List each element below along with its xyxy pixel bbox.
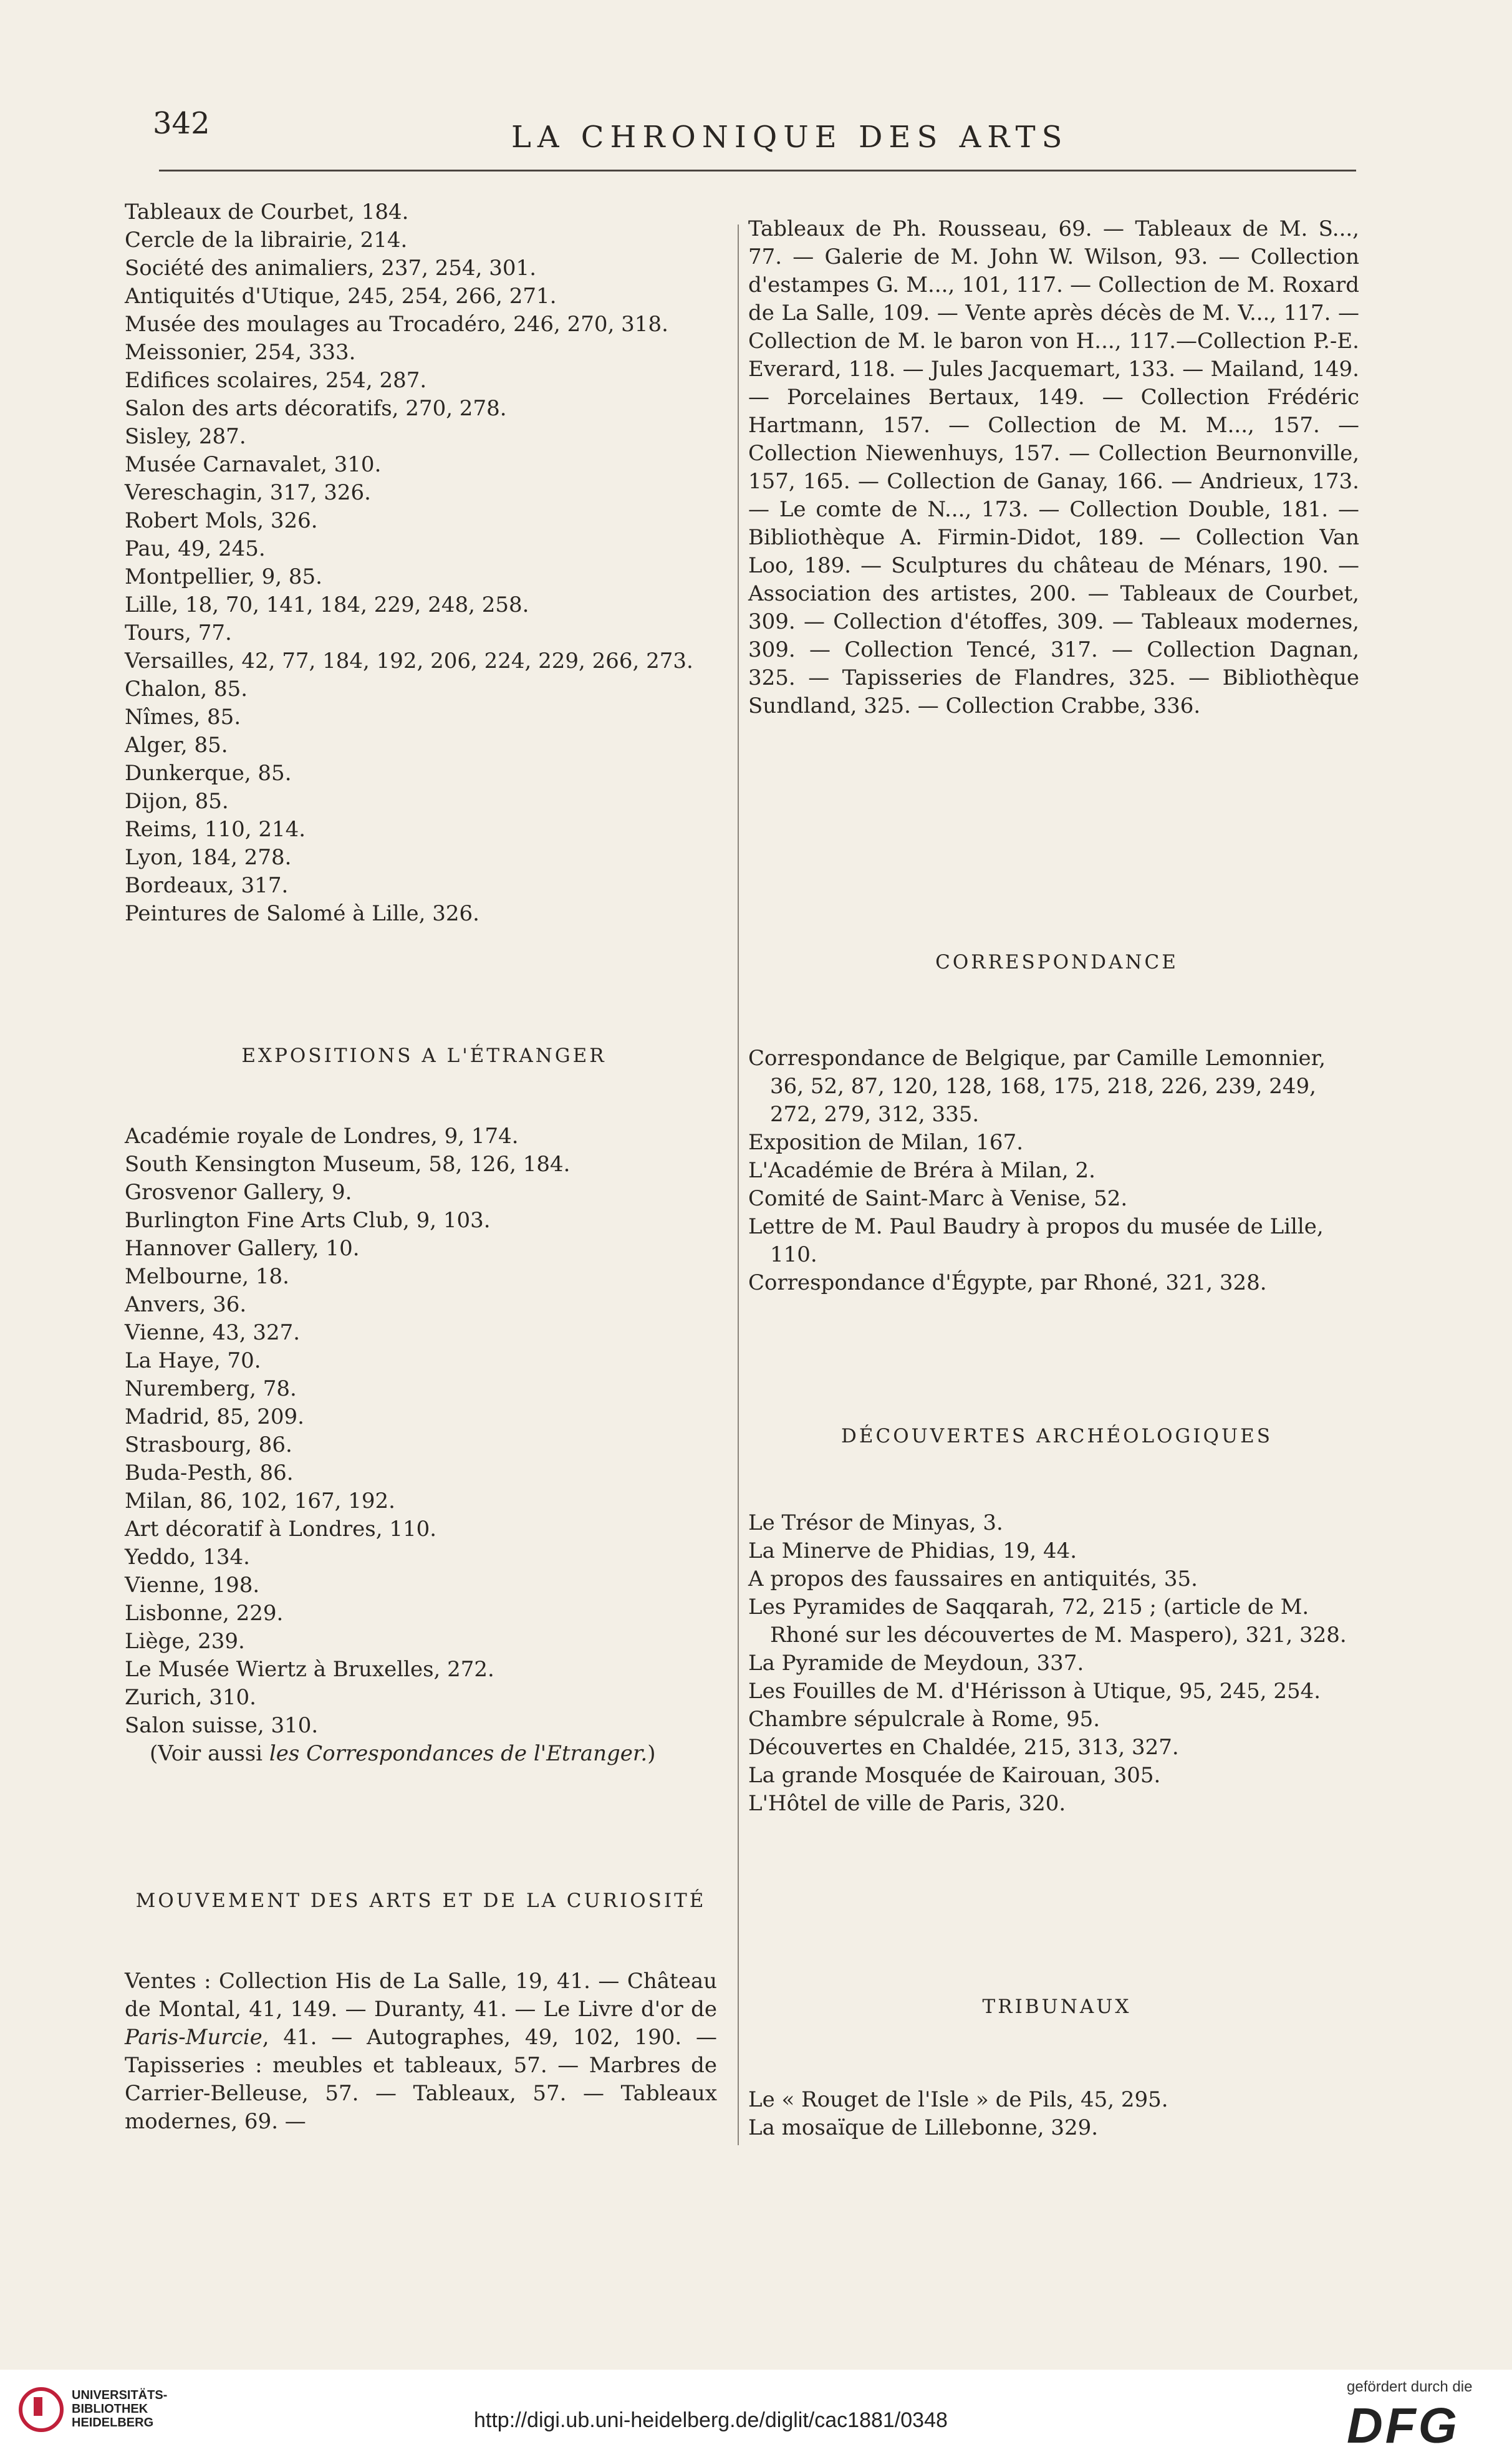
- expositions-list: [125, 1122, 723, 1768]
- index-entry: Nuremberg, 78.: [125, 1376, 297, 1401]
- index-entry: La Minerve de Phidias, 19, 44.: [748, 1538, 1077, 1563]
- left-top-list: [125, 198, 723, 928]
- correspondance-list: [748, 1045, 1365, 1297]
- mouvement-title: MOUVEMENT DES ARTS ET DE LA CURIOSITÉ: [135, 1890, 706, 1912]
- index-entry: Musée Carnavalet, 310.: [125, 452, 382, 477]
- index-entry: Académie royale de Londres, 9, 174.: [125, 1124, 519, 1149]
- index-entry: La Pyramide de Meydoun, 337.: [748, 1651, 1084, 1676]
- index-entry: Nîmes, 85.: [125, 705, 241, 730]
- expositions-title: EXPOSITIONS A L'ÉTRANGER: [241, 1045, 607, 1067]
- column-divider: [738, 224, 739, 2145]
- index-entry: Sisley, 287.: [125, 424, 246, 449]
- index-entry: Buda-Pesth, 86.: [125, 1460, 294, 1485]
- index-entry: Alger, 85.: [125, 733, 228, 758]
- ventes-continued-text: Tableaux de Ph. Rousseau, 69. — Tableaux de M. S..., 77. — Galerie de M. John W. Wilson, 93. — Collection d'estampes G. M..., 101, 117. — Collection de M. Roxard de La Salle, 109. — Vente après décès de M. V..., 117. — Collection de M. le baron von H..., 117.—Collection P.-E. Everard, 118. — Jules Jacquemart, 133. — Mailand, 149. — Porcelaines Bertaux, 149. — Collection Frédéric Hartmann, 157. — Collection de M. M..., 157. — Collection Niewenhuys, 157. — Collection Beurnonville, 157, 165. — Collection de Ganay, 166. — Andrieux, 173. — Le comte de N..., 173. — Collection Double, 181. — Bibliothèque A. Firmin-Didot, 189. — Collection Van Loo, 189. — Sculptures du château de Ménars, 190. — Association des artistes, 200. — Tableaux de Courbet, 309. — Collection d'étoffes, 309. — Tableaux modernes, 309. — Collection Tencé, 317. — Collection Dagnan, 325. — Tapisseries de Flandres, 325. — Bibliothèque Sundland, 325. — Collection Crabbe, 336.: [748, 216, 1359, 718]
- index-entry: Edifices scolaires, 254, 287.: [125, 368, 427, 393]
- index-entry: Bordeaux, 317.: [125, 873, 289, 898]
- index-entry: Tours, 77.: [125, 620, 232, 645]
- index-entry: Correspondance d'Égypte, par Rhoné, 321, 328.: [748, 1270, 1267, 1295]
- mouvement-text: Ventes : Collection His de La Salle, 19, 41. — Château de Montal, 41, 149. — Duranty, 41. — Le Livre d'or de Paris-Murcie, 41. — Autographes, 49, 102, 190. — Tapisseries : meubles et tableaux, 57. — Marbres de Carrier-Belleuse, 57. — Tableaux, 57. — Tableaux modernes, 69. —: [125, 1969, 717, 2134]
- index-entry: Le Trésor de Minyas, 3.: [748, 1510, 1003, 1535]
- index-entry: L'Hôtel de ville de Paris, 320.: [748, 1791, 1066, 1816]
- index-entry: La mosaïque de Lillebonne, 329.: [748, 2115, 1099, 2140]
- header-rule: [159, 170, 1356, 171]
- index-entry: Chambre sépulcrale à Rome, 95.: [748, 1707, 1100, 1732]
- index-entry: Lille, 18, 70, 141, 184, 229, 248, 258.: [125, 592, 529, 617]
- index-entry: La grande Mosquée de Kairouan, 305.: [748, 1763, 1161, 1788]
- index-entry: Burlington Fine Arts Club, 9, 103.: [125, 1208, 491, 1233]
- page-number: 342: [153, 106, 210, 141]
- index-entry: Lisbonne, 229.: [125, 1601, 284, 1626]
- index-entry: Dijon, 85.: [125, 789, 229, 814]
- index-entry: Comité de Saint-Marc à Venise, 52.: [748, 1186, 1128, 1211]
- decouvertes-list: [748, 1509, 1365, 1818]
- index-entry: La Haye, 70.: [125, 1348, 261, 1373]
- index-entry: Vereschagin, 317, 326.: [125, 480, 371, 505]
- decouvertes-title: DÉCOUVERTES ARCHÉOLOGIQUES: [841, 1425, 1273, 1447]
- index-entry: Zurich, 310.: [125, 1685, 256, 1710]
- index-entry: Les Pyramides de Saqqarah, 72, 215 ; (article de M. Rhoné sur les découvertes de M. Maspero), 321, 328.: [748, 1595, 1347, 1648]
- index-entry: Lettre de M. Paul Baudry à propos du musée de Lille, 110.: [748, 1214, 1324, 1267]
- index-entry: Vienne, 198.: [125, 1573, 260, 1598]
- index-entry: A propos des faussaires en antiquités, 35.: [748, 1566, 1198, 1591]
- index-entry: Hannover Gallery, 10.: [125, 1236, 360, 1261]
- index-entry: Liège, 239.: [125, 1629, 245, 1654]
- index-entry: L'Académie de Bréra à Milan, 2.: [748, 1158, 1095, 1183]
- index-entry: Salon des arts décoratifs, 270, 278.: [125, 396, 507, 421]
- index-entry: Lyon, 184, 278.: [125, 845, 292, 870]
- index-entry: Madrid, 85, 209.: [125, 1404, 304, 1429]
- index-entry: Les Fouilles de M. d'Hérisson à Utique, 95, 245, 254.: [748, 1679, 1321, 1704]
- index-entry: Correspondance de Belgique, par Camille Lemonnier, 36, 52, 87, 120, 128, 168, 175, 218, 226, 239, 249, 272, 279, 312, 335.: [748, 1046, 1326, 1127]
- index-entry: Melbourne, 18.: [125, 1264, 289, 1289]
- index-entry: Chalon, 85.: [125, 677, 248, 702]
- index-entry: Robert Mols, 326.: [125, 508, 318, 533]
- index-entry: Dunkerque, 85.: [125, 761, 292, 786]
- index-entry: Antiquités d'Utique, 245, 254, 266, 271.: [125, 284, 557, 309]
- index-entry: South Kensington Museum, 58, 126, 184.: [125, 1152, 571, 1177]
- index-entry: Tableaux de Courbet, 184.: [125, 200, 409, 224]
- expositions-note: (Voir aussi les Correspondances de l'Etranger.): [150, 1741, 656, 1766]
- index-entry: Peintures de Salomé à Lille, 326.: [125, 901, 479, 926]
- index-entry: Reims, 110, 214.: [125, 817, 306, 842]
- library-name: UNIVERSITÄTS- BIBLIOTHEK HEIDELBERG: [72, 2388, 168, 2430]
- university-seal-icon: [19, 2387, 64, 2432]
- index-entry: Pau, 49, 245.: [125, 536, 266, 561]
- index-entry: Le Musée Wiertz à Bruxelles, 272.: [125, 1657, 494, 1682]
- running-head: LA CHRONIQUE DES ARTS: [511, 120, 1069, 155]
- index-entry: Le « Rouget de l'Isle » de Pils, 45, 295.: [748, 2087, 1168, 2112]
- index-entry: Grosvenor Gallery, 9.: [125, 1180, 352, 1205]
- index-entry: Musée des moulages au Trocadéro, 246, 270, 318.: [125, 312, 668, 337]
- index-entry: Versailles, 42, 77, 184, 192, 206, 224, 229, 266, 273.: [125, 649, 693, 673]
- index-entry: Meissonier, 254, 333.: [125, 340, 356, 365]
- funded-by-label: gefördert durch die: [1347, 2378, 1473, 2395]
- index-entry: Cercle de la librairie, 214.: [125, 228, 408, 253]
- index-entry: Exposition de Milan, 167.: [748, 1130, 1024, 1155]
- tribunaux-title: TRIBUNAUX: [982, 1996, 1132, 2018]
- index-entry: Salon suisse, 310.: [125, 1713, 319, 1738]
- index-entry: Découvertes en Chaldée, 215, 313, 327.: [748, 1735, 1179, 1760]
- index-entry: Yeddo, 134.: [125, 1545, 250, 1570]
- index-entry: Société des animaliers, 237, 254, 301.: [125, 256, 536, 281]
- digitization-footer: [0, 2370, 1512, 2457]
- index-entry: Vienne, 43, 327.: [125, 1320, 301, 1345]
- index-entry: Anvers, 36.: [125, 1292, 247, 1317]
- dfg-logo: DFG: [1347, 2398, 1460, 2453]
- correspondance-title: CORRESPONDANCE: [935, 951, 1178, 973]
- index-entry: Art décoratif à Londres, 110.: [125, 1517, 437, 1542]
- index-entry: Strasbourg, 86.: [125, 1432, 292, 1457]
- source-url[interactable]: http://digi.ub.uni-heidelberg.de/diglit/cac1881/0348: [474, 2408, 948, 2432]
- tribunaux-list: [748, 2086, 1365, 2142]
- index-entry: Montpellier, 9, 85.: [125, 564, 322, 589]
- index-entry: Milan, 86, 102, 167, 192.: [125, 1489, 395, 1513]
